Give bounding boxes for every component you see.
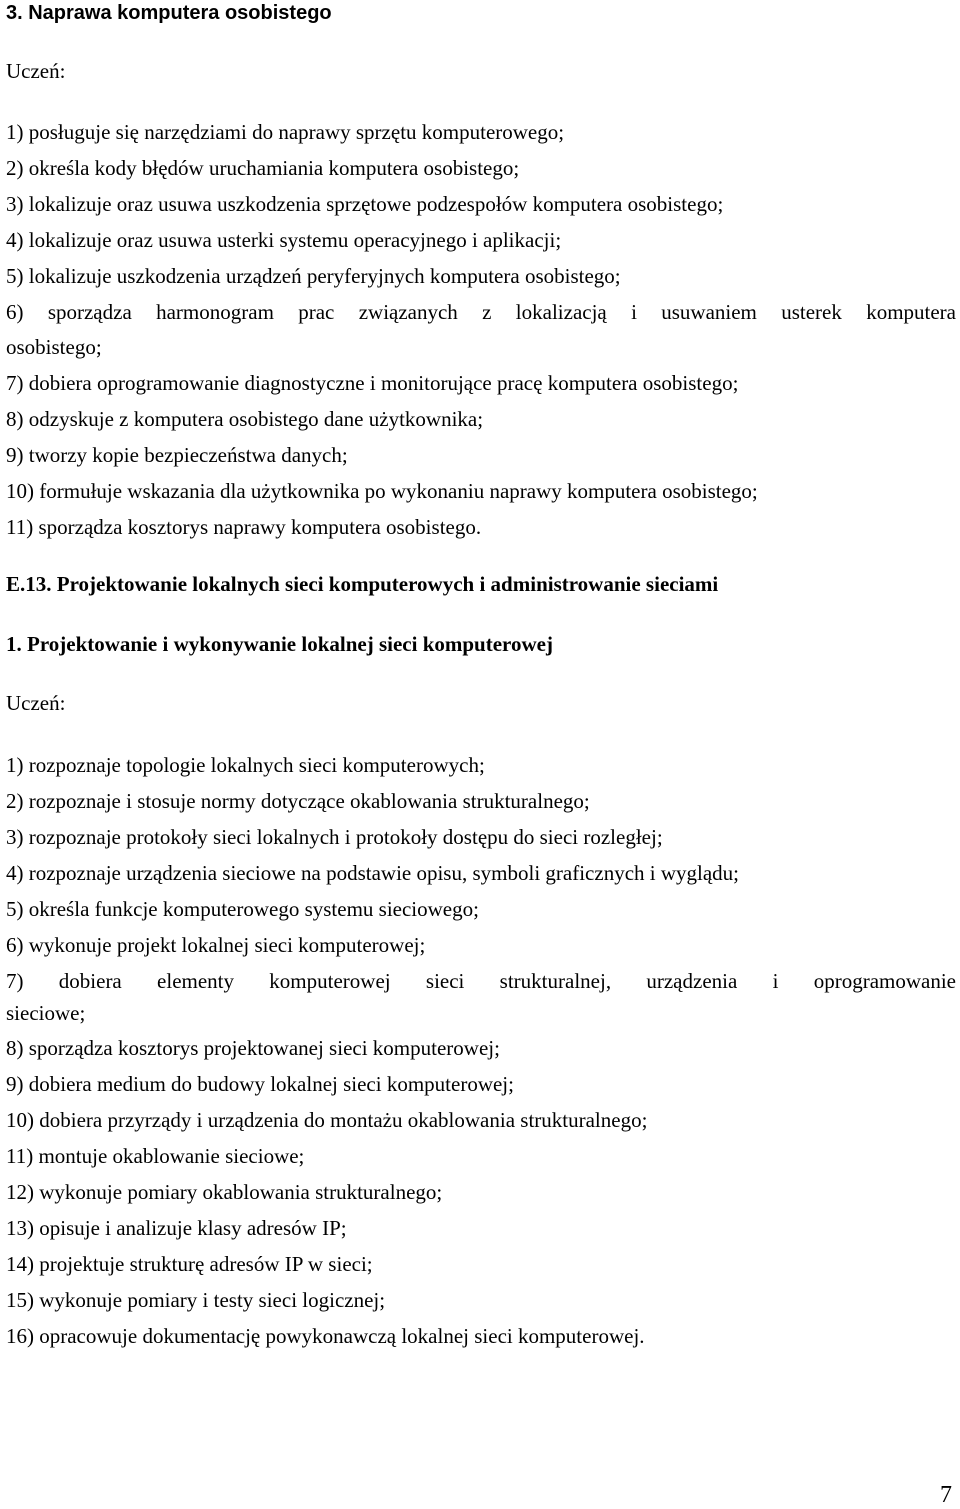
section-1-heading: 1. Projektowanie i wykonywanie lokalnej sieci komputerowej <box>6 632 553 656</box>
section-1-item-8: 8) sporządza kosztorys projektowanej sieci komputerowej; <box>6 1036 500 1060</box>
e13-heading: E.13. Projektowanie lokalnych sieci komputerowych i administrowanie sieciami <box>6 572 719 596</box>
section-3-item-6-line-2: osobistego; <box>6 335 102 359</box>
section-1-item-9: 9) dobiera medium do budowy lokalnej sieci komputerowej; <box>6 1072 514 1096</box>
section-1-item-7-line-1: 7) dobiera elementy komputerowej sieci strukturalnej, urządzenia i oprogramowanie <box>6 969 956 993</box>
section-1-item-6: 6) wykonuje projekt lokalnej sieci komputerowej; <box>6 933 426 957</box>
section-1-item-3: 3) rozpoznaje protokoły sieci lokalnych i protokoły dostępu do sieci rozległej; <box>6 825 663 849</box>
section-1-item-11: 11) montuje okablowanie sieciowe; <box>6 1144 305 1168</box>
section-3-item-11: 11) sporządza kosztorys naprawy komputera osobistego. <box>6 515 482 539</box>
section-1-item-2: 2) rozpoznaje i stosuje normy dotyczące okablowania strukturalnego; <box>6 789 590 813</box>
page-number: 7 <box>940 1482 952 1508</box>
section-1-item-5: 5) określa funkcje komputerowego systemu sieciowego; <box>6 897 479 921</box>
section-1-student-label: Uczeń: <box>6 691 66 715</box>
section-3-item-8: 8) odzyskuje z komputera osobistego dane użytkownika; <box>6 407 484 431</box>
section-3-item-6-line-1: 6) sporządza harmonogram prac związanych z lokalizacją i usuwaniem usterek komputera <box>6 300 956 324</box>
section-3-item-3: 3) lokalizuje oraz usuwa uszkodzenia sprzętowe podzespołów komputera osobistego; <box>6 192 724 216</box>
section-3-heading: 3. Naprawa komputera osobistego <box>6 2 332 24</box>
section-3-item-9: 9) tworzy kopie bezpieczeństwa danych; <box>6 443 348 467</box>
section-1-item-16: 16) opracowuje dokumentację powykonawczą lokalnej sieci komputerowej. <box>6 1324 645 1348</box>
section-1-item-13: 13) opisuje i analizuje klasy adresów IP; <box>6 1216 347 1240</box>
section-1-item-14: 14) projektuje strukturę adresów IP w sieci; <box>6 1252 373 1276</box>
section-1-item-1: 1) rozpoznaje topologie lokalnych sieci komputerowych; <box>6 753 485 777</box>
section-1-item-10: 10) dobiera przyrządy i urządzenia do montażu okablowania strukturalnego; <box>6 1108 648 1132</box>
section-3-student-label: Uczeń: <box>6 59 66 83</box>
section-1-item-4: 4) rozpoznaje urządzenia sieciowe na podstawie opisu, symboli graficznych i wyglądu; <box>6 861 740 885</box>
section-1-item-12: 12) wykonuje pomiary okablowania strukturalnego; <box>6 1180 443 1204</box>
section-3-item-1: 1) posługuje się narzędziami do naprawy sprzętu komputerowego; <box>6 120 565 144</box>
section-3-item-5: 5) lokalizuje uszkodzenia urządzeń peryferyjnych komputera osobistego; <box>6 264 621 288</box>
section-1-item-15: 15) wykonuje pomiary i testy sieci logicznej; <box>6 1288 386 1312</box>
section-3-item-10: 10) formułuje wskazania dla użytkownika po wykonaniu naprawy komputera osobistego; <box>6 479 758 503</box>
section-3-item-2: 2) określa kody błędów uruchamiania komputera osobistego; <box>6 156 520 180</box>
section-1-item-7-line-2: sieciowe; <box>6 1001 86 1025</box>
section-3-item-7: 7) dobiera oprogramowanie diagnostyczne i monitorujące pracę komputera osobistego; <box>6 371 739 395</box>
section-3-item-4: 4) lokalizuje oraz usuwa usterki systemu operacyjnego i aplikacji; <box>6 228 562 252</box>
